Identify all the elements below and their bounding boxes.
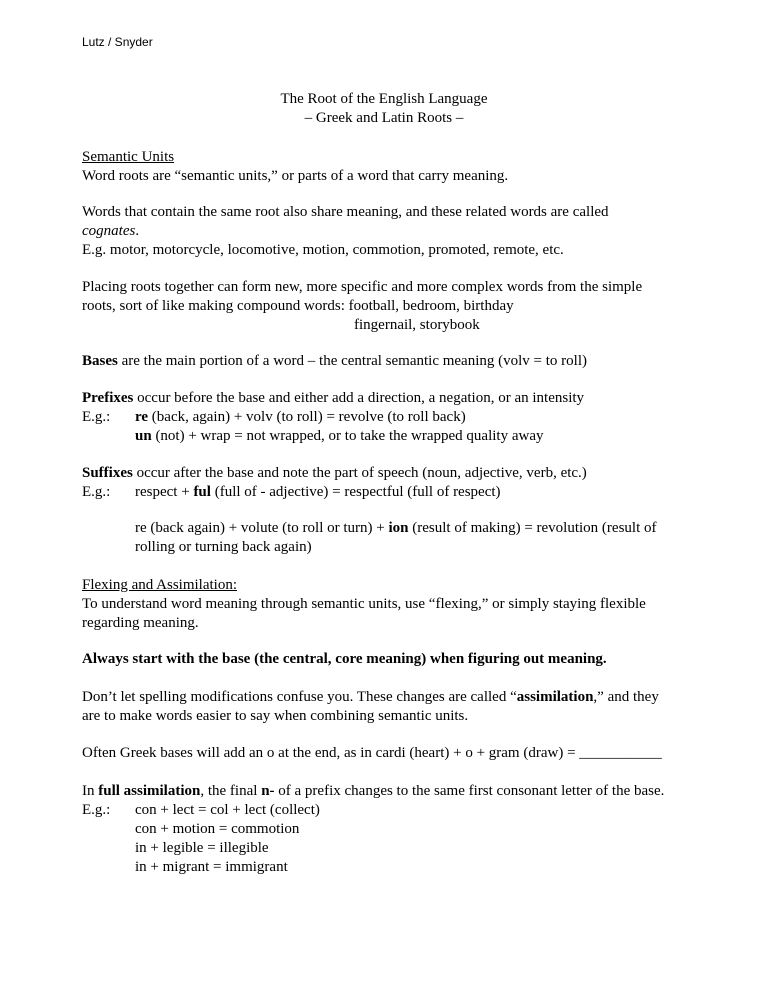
- paragraph-line: Placing roots together can form new, more specific and more complex words from the simple: [82, 279, 643, 295]
- prefix-re: re: [135, 409, 149, 425]
- suffixes-definition: occur after the base and note the part of speech (noun, adjective, verb, etc.): [132, 465, 587, 481]
- paragraph-line: are to make words easier to say when combining semantic units.: [82, 708, 469, 724]
- example-item: in + legible = illegible: [135, 840, 269, 856]
- page-header: Lutz / Snyder: [82, 35, 153, 49]
- prefixes-term: Prefixes: [82, 390, 134, 406]
- cognates-paragraph: [82, 203, 702, 260]
- section-heading: Flexing and Assimilation:: [82, 577, 238, 593]
- example-text: rolling or turning back again): [135, 539, 312, 555]
- bases-paragraph: [82, 352, 702, 371]
- assimilation-paragraph: [82, 688, 702, 726]
- document-subtitle: – Greek and Latin Roots –: [304, 110, 464, 126]
- example-text: (back, again) + volv (to roll) = revolve (to roll back): [148, 409, 466, 425]
- paragraph-line: fingernail, storybook: [354, 317, 480, 333]
- paragraph-line: roots, sort of like making compound words: football, bedroom, birthday: [82, 298, 514, 314]
- flexing-section: [82, 576, 702, 633]
- base-rule: [82, 650, 702, 669]
- paragraph-text: ,” and they: [593, 689, 659, 705]
- example-text: (result of making) = revolution (result of: [408, 520, 657, 536]
- punctuation: .: [135, 223, 140, 239]
- paragraph-line: [82, 222, 702, 241]
- example-item: in + migrant = immigrant: [135, 859, 288, 875]
- paragraph-line: Words that contain the same root also share meaning, and these related words are called: [82, 204, 609, 220]
- suffixes-term: Suffixes: [82, 465, 133, 481]
- suffix-ful: ful: [193, 484, 211, 500]
- paragraph-text: Don’t let spelling modifications confuse you. These changes are called “: [82, 689, 517, 705]
- eg-label: E.g.:: [82, 409, 111, 425]
- suffix-ion: ion: [388, 520, 409, 536]
- document-title: The Root of the English Language: [280, 91, 488, 107]
- paragraph-line: To understand word meaning through semantic units, use “flexing,” or simply staying flexible: [82, 596, 646, 612]
- example-item: con + motion = commotion: [135, 821, 300, 837]
- prefixes-paragraph: [82, 389, 702, 446]
- example-text: (not) + wrap = not wrapped, or to take the wrapped quality away: [151, 428, 544, 444]
- prefixes-definition: occur before the base and either add a direction, a negation, or an intensity: [133, 390, 585, 406]
- suffixes-paragraph: [82, 464, 702, 502]
- paragraph-text: , the final: [200, 783, 262, 799]
- eg-label: E.g.:: [82, 484, 111, 500]
- paragraph-text: of a prefix changes to the same first consonant letter of the base.: [274, 783, 665, 799]
- compound-paragraph: [82, 278, 702, 335]
- assimilation-term: assimilation: [516, 689, 594, 705]
- cognates-term: cognates: [82, 223, 136, 239]
- example-item: con + lect = col + lect (collect): [135, 802, 320, 818]
- example-text: re (back again) + volute (to roll or turn) +: [135, 520, 389, 536]
- full-assimilation-paragraph: [82, 782, 722, 877]
- paragraph: Word roots are “semantic units,” or parts of a word that carry meaning.: [82, 168, 509, 184]
- bases-definition: are the main portion of a word – the central semantic meaning (volv = to roll): [117, 353, 587, 369]
- paragraph-line: E.g. motor, motorcycle, locomotive, motion, commotion, promoted, remote, etc.: [82, 242, 564, 258]
- greek-bases-paragraph: [82, 744, 702, 763]
- paragraph-text: In: [82, 783, 99, 799]
- paragraph-line: regarding meaning.: [82, 615, 199, 631]
- n-prefix-term: n-: [261, 783, 275, 799]
- bold-rule: Always start with the base (the central, core meaning) when figuring out meaning.: [82, 651, 607, 667]
- bases-term: Bases: [82, 353, 118, 369]
- paragraph-line: Often Greek bases will add an o at the end, as in cardi (heart) + o + gram (draw) = ___________: [82, 745, 662, 761]
- suffix-example-2: [82, 519, 702, 557]
- eg-label: E.g.:: [82, 802, 111, 818]
- section-heading: Semantic Units: [82, 149, 175, 165]
- prefix-un: un: [135, 428, 152, 444]
- example-text: respect +: [135, 484, 194, 500]
- semantic-units-section: [82, 148, 702, 186]
- full-assimilation-term: full assimilation: [98, 783, 201, 799]
- example-text: (full of - adjective) = respectful (full of respect): [210, 484, 501, 500]
